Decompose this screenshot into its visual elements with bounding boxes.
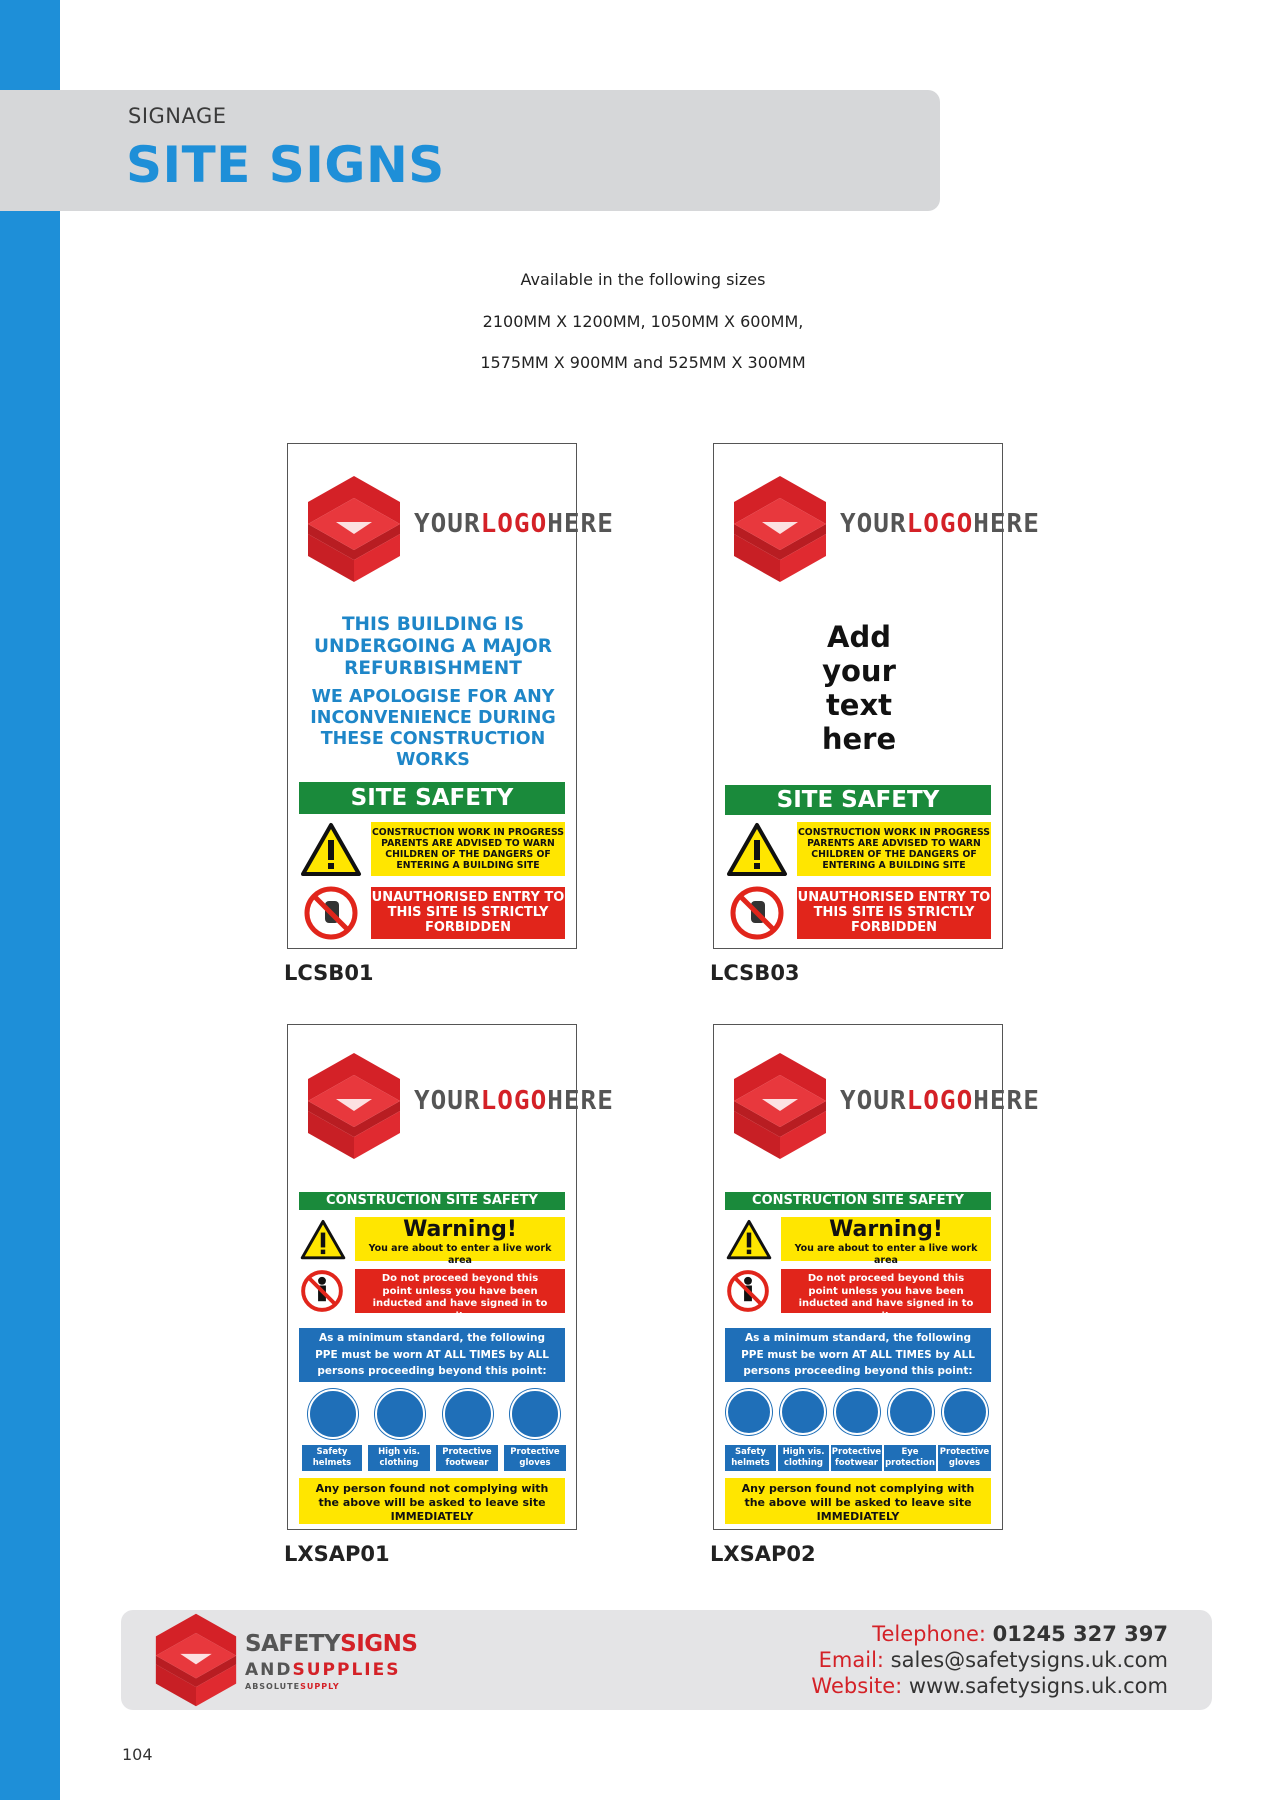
warning-subtitle: You are about to enter a live work area [794, 1243, 978, 1266]
ppe-requirement-message: As a minimum standard, the following PPE must be worn AT ALL TIMES by ALL persons proceeding beyond this point: [299, 1328, 565, 1382]
warning-message: CONSTRUCTION WORK IN PROGRESS PARENTS ARE ADVISED TO WARN CHILDREN OF THE DANGERS OF ENTERING A BUILDING SITE [797, 822, 991, 876]
sizes-line-1: 2100MM X 1200MM, 1050MM X 600MM, [482, 312, 804, 331]
ppe-label-high-vis: High vis. clothing [368, 1445, 430, 1471]
product-code-lcsb03: LCSB03 [710, 961, 800, 985]
warning-title: Warning! [403, 1217, 517, 1242]
section-header [0, 90, 940, 211]
logo-placeholder [732, 1051, 1040, 1161]
sign-lxsap02 [713, 1024, 1040, 1530]
no-entry-hand-icon [303, 885, 359, 941]
sign-lxsap01 [287, 1024, 614, 1530]
page-title: SITE SIGNS [126, 136, 445, 194]
logo-text: YOURLOGOHERE [840, 509, 1040, 539]
ppe-label-high-vis: High vis. clothing [778, 1445, 829, 1471]
protective-gloves-icon [510, 1389, 560, 1439]
sizes-line-2: 1575MM X 900MM and 525MM X 300MM [480, 353, 806, 372]
logo-text: YOURLOGOHERE [414, 509, 614, 539]
sign-message-secondary: WE APOLOGISE FOR ANY INCONVENIENCE DURING THESE CONSTRUCTION WORKS [310, 687, 556, 770]
telephone-number[interactable]: 01245 327 397 [992, 1622, 1168, 1646]
construction-site-safety-bar: CONSTRUCTION SITE SAFETY [299, 1192, 565, 1210]
site-safety-bar: SITE SAFETY [299, 782, 565, 814]
no-pedestrian-icon [300, 1269, 344, 1313]
logo-placeholder [306, 474, 614, 584]
left-blue-strip [0, 0, 60, 1800]
high-vis-icon [780, 1389, 826, 1435]
compliance-message: Any person found not complying with the above will be asked to leave site IMMEDIATELY [299, 1478, 565, 1524]
product-code-lxsap01: LXSAP01 [284, 1542, 390, 1566]
warning-panel [355, 1217, 565, 1266]
email-line: Email: sales@safetysigns.uk.com [818, 1648, 1168, 1672]
construction-site-safety-bar: CONSTRUCTION SITE SAFETY [725, 1192, 991, 1210]
custom-text-placeholder: Add your text here [821, 620, 897, 756]
email-address[interactable]: sales@safetysigns.uk.com [890, 1648, 1168, 1672]
sign-message-primary: THIS BUILDING IS UNDERGOING A MAJOR REFURBISHMENT [314, 614, 552, 679]
site-safety-bar: SITE SAFETY [725, 785, 991, 815]
warning-triangle-icon [726, 822, 788, 878]
ppe-label-footwear: Protective footwear [831, 1445, 882, 1471]
eye-protection-icon [888, 1389, 934, 1435]
warning-message: CONSTRUCTION WORK IN PROGRESS PARENTS ARE ADVISED TO WARN CHILDREN OF THE DANGERS OF ENTERING A BUILDING SITE [371, 822, 565, 876]
logo-text: YOURLOGOHERE [840, 1086, 1040, 1116]
warning-triangle-icon [300, 822, 362, 878]
safety-helmet-icon [308, 1389, 358, 1439]
page-number: 104 [122, 1745, 153, 1764]
protective-gloves-icon [942, 1389, 988, 1435]
safety-helmet-icon [726, 1389, 772, 1435]
contact-footer [121, 1610, 1212, 1710]
logo-mark-icon [732, 1051, 828, 1161]
sizes-heading: Available in the following sizes [520, 270, 766, 289]
ppe-label-helmets: Safety helmets [302, 1445, 362, 1471]
ppe-label-eye: Eye protection [884, 1445, 936, 1471]
protective-footwear-icon [834, 1389, 880, 1435]
company-logo-icon [153, 1612, 239, 1708]
warning-triangle-icon [726, 1219, 772, 1261]
ppe-requirement-message: As a minimum standard, the following PPE must be worn AT ALL TIMES by ALL persons proceeding beyond this point: [725, 1328, 991, 1382]
company-name: SAFETYSIGNS ANDSUPPLIES ABSOLUTESUPPLY [245, 1631, 418, 1691]
do-not-proceed-message: Do not proceed beyond this point unless you have been inducted and have signed in to site [781, 1269, 991, 1313]
warning-subtitle: You are about to enter a live work area [368, 1243, 552, 1266]
ppe-label-gloves: Protective gloves [938, 1445, 991, 1471]
compliance-message: Any person found not complying with the above will be asked to leave site IMMEDIATELY [725, 1478, 991, 1524]
unauthorised-entry-message: UNAUTHORISED ENTRY TO THIS SITE IS STRICTLY FORBIDDEN [797, 887, 991, 939]
section-kicker: SIGNAGE [128, 104, 227, 128]
logo-mark-icon [306, 474, 402, 584]
no-entry-hand-icon [729, 885, 785, 941]
telephone-line: Telephone: 01245 327 397 [872, 1622, 1168, 1646]
do-not-proceed-message: Do not proceed beyond this point unless you have been inducted and have signed in to site [355, 1269, 565, 1313]
logo-text: YOURLOGOHERE [414, 1086, 614, 1116]
no-pedestrian-icon [726, 1269, 770, 1313]
warning-triangle-icon [300, 1219, 346, 1261]
ppe-label-footwear: Protective footwear [436, 1445, 498, 1471]
product-code-lxsap02: LXSAP02 [710, 1542, 816, 1566]
protective-footwear-icon [443, 1389, 493, 1439]
logo-placeholder [306, 1051, 614, 1161]
sign-lcsb03 [713, 443, 1040, 949]
sign-lcsb01 [287, 443, 614, 949]
logo-placeholder [732, 474, 1040, 584]
ppe-label-gloves: Protective gloves [504, 1445, 566, 1471]
website-url[interactable]: www.safetysigns.uk.com [908, 1674, 1168, 1698]
logo-mark-icon [306, 1051, 402, 1161]
product-code-lcsb01: LCSB01 [284, 961, 374, 985]
high-vis-icon [375, 1389, 425, 1439]
logo-mark-icon [732, 474, 828, 584]
ppe-label-helmets: Safety helmets [725, 1445, 776, 1471]
unauthorised-entry-message: UNAUTHORISED ENTRY TO THIS SITE IS STRICTLY FORBIDDEN [371, 887, 565, 939]
warning-title: Warning! [829, 1217, 943, 1242]
website-line: Website: www.safetysigns.uk.com [811, 1674, 1168, 1698]
warning-panel [781, 1217, 991, 1266]
